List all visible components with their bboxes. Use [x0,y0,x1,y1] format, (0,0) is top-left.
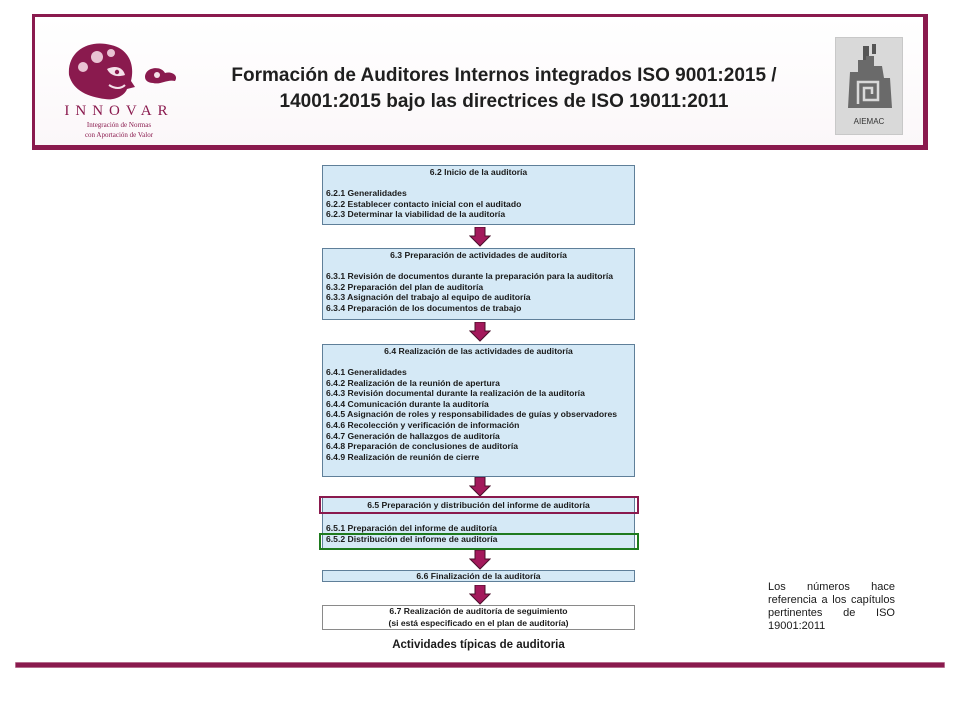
box-6-2-inicio [322,165,635,225]
aiemac-logo [835,37,903,135]
header-banner [32,14,928,150]
box-item: 6.5.1 Preparación del informe de auditoría [326,523,497,533]
box-6-7-seguimiento [322,605,635,630]
box-item: 6.4.2 Realización de la reunión de apertura [326,377,500,388]
box-item: 6.4.9 Realización de reunión de cierre [326,451,480,462]
diagram-caption: Actividades típicas de auditoria [392,639,565,651]
box-title: 6.4 Realización de las actividades de auditoría [384,346,573,356]
box-item: 6.4.4 Comunicación durante la auditoría [326,398,489,409]
innovar-logo-name: INNOVAR [64,103,174,119]
box-item: 6.2.2 Establecer contacto inicial con el auditado [326,198,522,209]
innovar-logo [49,31,189,141]
box-item: 6.3.1 Revisión de documentos durante la preparación para la auditoría [326,271,614,281]
box-item: 6.4.6 Recolección y verificación de información [326,419,520,430]
box-item: 6.4.8 Preparación de conclusiones de auditoría [326,441,518,452]
page-title [195,63,813,115]
box-6-3-preparacion [322,248,635,320]
title-line-1: Formación de Auditores Internos integrados ISO 9001:2015 / [231,65,777,86]
title-line-2: 14001:2015 bajo las directrices de ISO 19011:2011 [279,91,729,112]
box-item: 6.3.2 Preparación del plan de auditoría [326,281,484,292]
flow-arrow-down-icon [469,227,491,247]
box-title: 6.7 Realización de auditoría de seguimiento [389,606,568,616]
box-item: 6.4.7 Generación de hallazgos de auditoría [326,430,500,441]
box-6-6-finalizacion [322,570,635,582]
box-subtitle: (si está especificado en el plan de auditoría) [388,617,569,628]
box-item: 6.4.5 Asignación de roles y responsabilidades de guías y observadores [326,409,618,420]
box-title: 6.5 Preparación y distribución del informe de auditoría [367,500,590,510]
box-item: 6.2.1 Generalidades [326,188,407,198]
aiemac-logo-name: AIEMAC [853,117,885,126]
flow-arrow-down-icon [469,585,491,605]
box-item: 6.5.2 Distribución del informe de auditoría [326,533,498,544]
highlight-frame-6-5 [319,496,639,514]
box-item: 6.4.1 Generalidades [326,367,407,377]
box-item: 6.3.4 Preparación de los documentos de trabajo [326,302,522,313]
flow-arrow-down-icon [469,477,491,497]
box-item: 6.3.3 Asignación del trabajo al equipo de auditoría [326,292,531,303]
flow-arrow-down-icon [469,322,491,342]
highlight-frame-6-5-2 [319,533,639,550]
box-item: 6.2.3 Determinar la viabilidad de la auditoría [326,209,506,220]
innovar-logo-tagline-1: Integración de Normas [86,121,152,129]
box-title: 6.3 Preparación de actividades de auditoría [390,250,567,260]
box-item: 6.4.3 Revisión documental durante la realización de la auditoría [326,388,585,399]
box-title: 6.2 Inicio de la auditoría [429,167,528,177]
box-title: 6.6 Finalización de la auditoría [416,571,541,581]
flow-arrow-down-icon [469,550,491,570]
footer-divider [15,662,945,668]
side-note: Los números hace referencia a los capítulos pertinentes de ISO 19001:2011 [768,581,895,632]
box-6-4-realizacion [322,344,635,477]
innovar-logo-tagline-2: con Aportación de Valor [84,131,154,139]
